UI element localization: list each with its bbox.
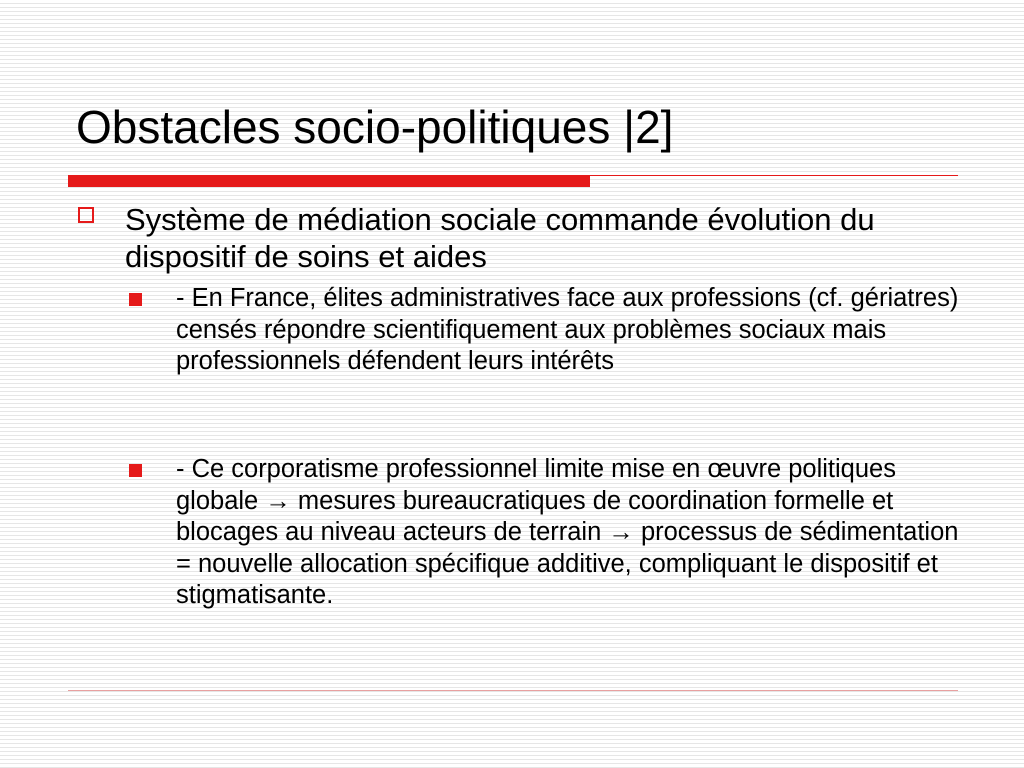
footer-divider bbox=[68, 690, 958, 691]
hollow-square-bullet-icon bbox=[78, 207, 94, 223]
title-underline-thick bbox=[68, 175, 590, 187]
slide-title: Obstacles socio-politiques |2] bbox=[76, 101, 674, 153]
sub-bullet-text: - Ce corporatisme professionnel limite mise en œuvre politiques globale → mesures bureaucratiques de coordination formelle et blocages au niveau acteurs de terrain → processus de sédimentation = nouvelle allocation spécifique additive, compliquant le dispositif et stigmatisante. bbox=[176, 455, 959, 609]
main-bullet-text: Système de médiation sociale commande évolution du dispositif de soins et aides bbox=[125, 202, 875, 274]
filled-square-bullet-icon bbox=[129, 464, 142, 477]
filled-square-bullet-icon bbox=[129, 293, 142, 306]
title-underline-thin bbox=[590, 175, 958, 176]
sub-bullet-text: - En France, élites administratives face aux professions (cf. gériatres) censés répondre scientifiquement aux problèmes sociaux mais professionnels défendent leurs intérêts bbox=[176, 284, 959, 375]
